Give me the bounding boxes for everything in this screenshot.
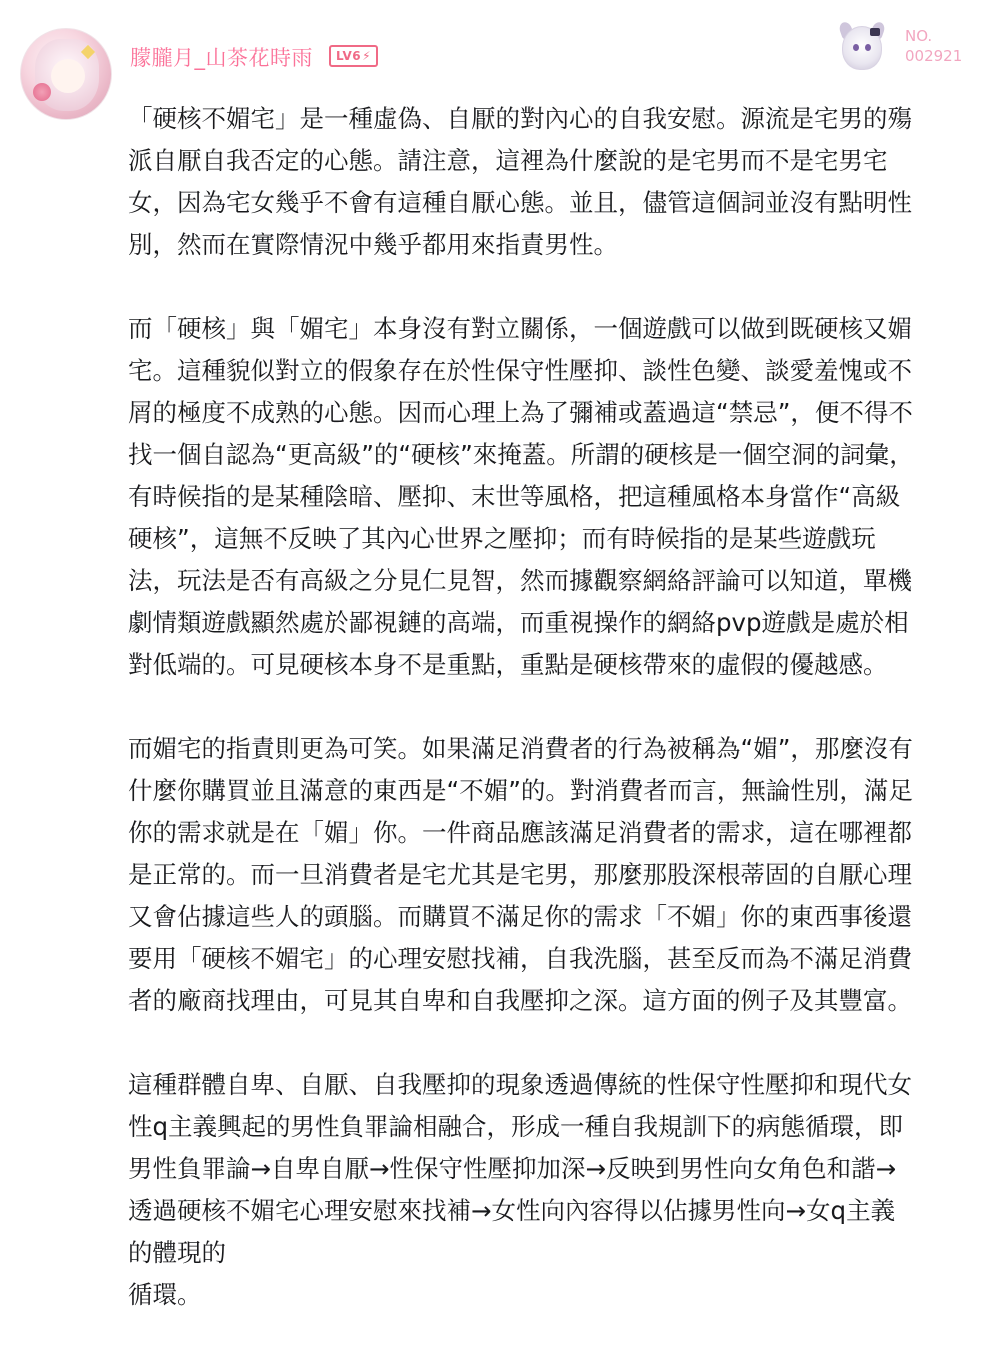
line: 女，因為宅女幾乎不會有這種自厭心態。並且，儘管這個詞並沒有點明性 (128, 188, 912, 217)
line: 「硬核不媚宅」是一種虛偽、自厭的對內心的自我安慰。源流是宅男的殤 (128, 104, 912, 133)
line: 性q主義興起的男性負罪論相融合，形成一種自我規訓下的病態循環，即 (128, 1112, 904, 1141)
line: 而「硬核」與「媚宅」本身沒有對立關係，一個遊戲可以做到既硬核又媚 (128, 314, 912, 343)
user-avatar[interactable] (20, 28, 112, 120)
level-label: LV6 (336, 49, 362, 63)
fan-badge-value: 002921 (905, 47, 963, 65)
fan-badge-label: NO. (905, 27, 933, 45)
line: 你的需求就是在「媚」你。一件商品應該滿足消費者的需求，這在哪裡都 (128, 818, 912, 847)
line: 硬核”，這無不反映了其內心世界之壓抑；而有時候指的是某些遊戲玩 (128, 524, 876, 553)
line: 別，然而在實際情況中幾乎都用來指責男性。 (128, 230, 618, 259)
line: 男性負罪論→自卑自厭→性保守性壓抑加深→反映到男性向女角色和諧→ (128, 1154, 897, 1183)
line: 劇情類遊戲顯然處於鄙視鏈的高端，而重視操作的網絡pvp遊戲是處於相 (128, 608, 909, 637)
level-badge (329, 45, 378, 67)
paragraph-1 (128, 98, 970, 266)
fan-badge-avatar (834, 20, 890, 76)
line: 要用「硬核不媚宅」的心理安慰找補，自我洗腦，甚至反而為不滿足消費 (128, 944, 912, 973)
line: 這種群體自卑、自厭、自我壓抑的現象透過傳統的性保守性壓抑和現代女 (128, 1070, 912, 1099)
line: 派自厭自我否定的心態。請注意，這裡為什麼說的是宅男而不是宅男宅 (128, 146, 888, 175)
paragraph-2 (128, 308, 970, 686)
line: 宅。這種貌似對立的假象存在於性保守性壓抑、談性色變、談愛羞愧或不 (128, 356, 912, 385)
paragraph-4 (128, 1064, 970, 1316)
line: 又會佔據這些人的頭腦。而購買不滿足你的需求「不媚」你的東西事後還 (128, 902, 912, 931)
line: 屑的極度不成熟的心態。因而心理上為了彌補或蓋過這“禁忌”，便不得不 (128, 398, 913, 427)
line: 而媚宅的指責則更為可笑。如果滿足消費者的行為被稱為“媚”，那麼沒有 (128, 734, 913, 763)
line: 透過硬核不媚宅心理安慰來找補→女性向內容得以佔據男性向→女q主義 (128, 1196, 896, 1225)
line: 循環。 (128, 1280, 202, 1309)
line: 者的廠商找理由，可見其自卑和自我壓抑之深。這方面的例子及其豐富。 (128, 986, 912, 1015)
username[interactable]: 朦朧月_山茶花時雨 (130, 46, 313, 70)
lightning-icon: ⚡ (362, 49, 372, 63)
line: 什麼你購買並且滿意的東西是“不媚”的。對消費者而言，無論性別，滿足 (128, 776, 913, 805)
fan-badge-number (905, 26, 962, 66)
line: 是正常的。而一旦消費者是宅尤其是宅男，那麼那股深根蒂固的自厭心理 (128, 860, 912, 889)
paragraph-3 (128, 728, 970, 1022)
post-content (128, 98, 970, 1316)
line: 的體現的 (128, 1238, 226, 1267)
line: 對低端的。可見硬核本身不是重點，重點是硬核帶來的虛假的優越感。 (128, 650, 888, 679)
line: 法，玩法是否有高級之分見仁見智，然而據觀察網絡評論可以知道，單機 (128, 566, 912, 595)
line: 找一個自認為“更高級”的“硬核”來掩蓋。所謂的硬核是一個空洞的詞彙， (128, 440, 914, 469)
line: 有時候指的是某種陰暗、壓抑、末世等風格，把這種風格本身當作“高級 (128, 482, 901, 511)
